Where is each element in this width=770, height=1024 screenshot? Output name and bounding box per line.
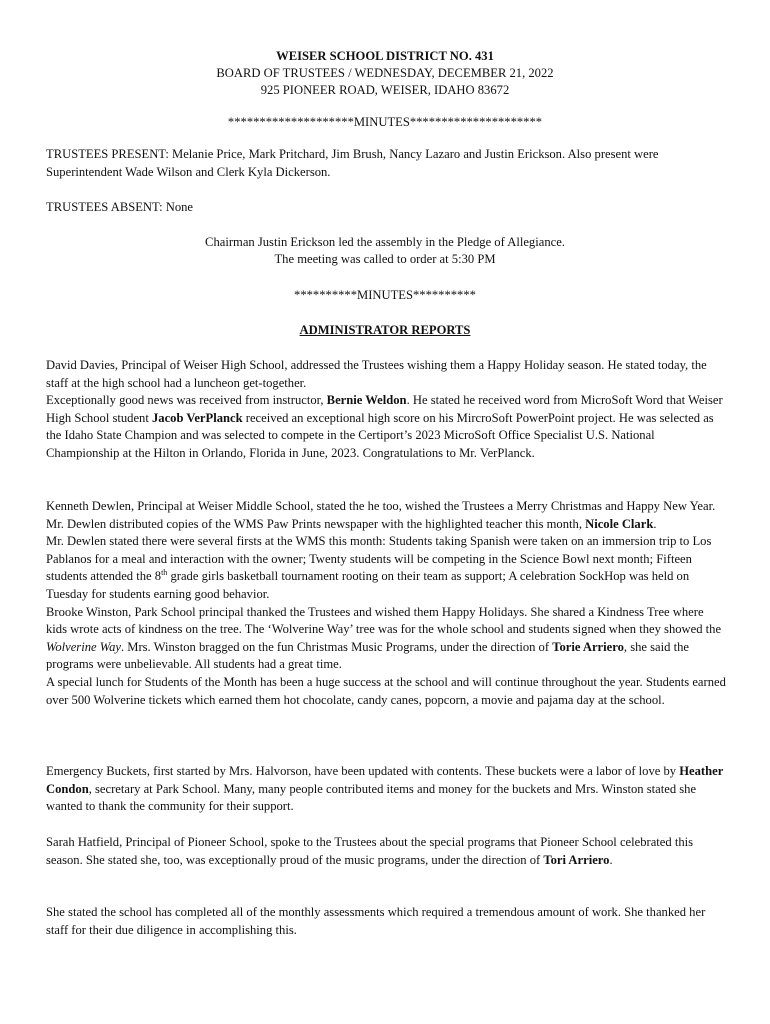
trustees-present: TRUSTEES PRESENT: Melanie Price, Mark Pritchard, Jim Brush, Nancy Lazaro and Justin Erickson. Also present were Superintendent Wade Wilson and Clerk Kyla Dickerson. — [46, 147, 659, 179]
high-school-paragraph: David Davies, Principal of Weiser High School, addressed the Trustees wishing them a Happy Holiday season. He stated today, the staff at the high school had a luncheon get-together. — [46, 358, 707, 390]
pioneer-assessments-paragraph: She stated the school has completed all of the monthly assessments which required a tremendous amount of work. She thanked her staff for their due diligence in accomplishing this. — [46, 905, 706, 937]
park-school-lunch-paragraph: A special lunch for Students of the Month has been a huge success at the school and will continue throughout the year. Students earned over 500 Wolverine tickets which earned them hot chocolate, candy canes, popcorn, a movie and pajama day at the school. — [46, 674, 726, 707]
minutes-banner-secondary: **********MINUTES********** — [294, 288, 476, 302]
high-school-report — [46, 357, 726, 463]
student-name: Jacob VerPlanck — [152, 410, 243, 425]
high-school-news-paragraph: Exceptionally good news was received from instructor, Bernie Weldon. He stated he received word from MicroSoft Word that Weiser High School student Jacob VerPlanck received an exceptional high score on his MircroSoft PowerPoint project. He was selected as the Idaho State Champion and was selected to compete in the Certiport’s 2023 MicroSoft Office Specialist U.S. National Championship at the Hilton in Orlando, Florida in June, 2023. Congratulations to Mr. VerPlanck. — [46, 393, 723, 460]
pledge-line: Chairman Justin Erickson led the assembly in the Pledge of Allegiance. — [205, 235, 565, 249]
pioneer-school-paragraph: Sarah Hatfield, Principal of Pioneer School, spoke to the Trustees about the special programs that Pioneer School celebrated this season. She stated she, too, was exceptionally proud of the music programs, under the direction of Tori Arriero. — [46, 835, 694, 867]
middle-school-firsts-paragraph: Mr. Dewlen stated there were several firsts at the WMS this month: Students taking Spanish were taken on an immersion trip to Los Pablanos for a meal and interaction with the owner; Twenty students will be competing in the Science Bowl next month; Fifteen students attended the 8th grade girls basketball tournament rooting on their team as support; A celebration SockHop was held on Tuesday for students earning good behavior. — [46, 534, 712, 601]
park-school-paragraph: Brooke Winston, Park School principal thanked the Trustees and wished them Happy Holidays. She shared a Kindness Tree where kids wrote acts of kindness on the tree. The ‘Wolverine Way’ tree was for the whole school and students signed when they showed the Wolverine Way. Mrs. Winston bragged on the fun Christmas Music Programs, under the direction of Torie Arriero, she said the programs were unbelievable. All students had a great time. — [46, 604, 722, 672]
district-title: WEISER SCHOOL DISTRICT NO. 431 — [276, 49, 494, 63]
call-to-order: The meeting was called to order at 5:30 PM — [274, 252, 496, 266]
section-heading: ADMINISTRATOR REPORTS — [299, 323, 471, 337]
meeting-address: 925 PIONEER ROAD, WEISER, IDAHO 83672 — [260, 83, 510, 97]
secretary-name: Heather Condon — [46, 764, 724, 796]
middle-school-paragraph: Kenneth Dewlen, Principal at Weiser Middle School, stated the he too, wished the Trustees a Merry Christmas and Happy New Year. Mr. Dewlen distributed copies of the WMS Paw Prints newspaper with the highlighted teacher this month, Nicole Clark. — [46, 499, 716, 531]
music-director-name: Torie Arriero — [552, 639, 624, 654]
middle-school-report — [46, 498, 726, 709]
meeting-subtitle: BOARD OF TRUSTEES / WEDNESDAY, DECEMBER 21, 2022 — [216, 66, 554, 80]
instructor-name: Bernie Weldon — [326, 393, 407, 408]
emergency-buckets-paragraph: Emergency Buckets, first started by Mrs. Halvorson, have been updated with contents. These buckets were a labor of love by Heather Condon, secretary at Park School. Many, many people contributed items and money for the buckets and Mrs. Winston stated she wanted to thank the community for their support. — [46, 764, 724, 814]
teacher-name: Nicole Clark — [585, 516, 654, 531]
trustees-absent: TRUSTEES ABSENT: None — [46, 200, 194, 214]
minutes-banner: ********************MINUTES********************* — [227, 115, 543, 129]
pioneer-music-director-name: Tori Arriero — [543, 852, 610, 867]
